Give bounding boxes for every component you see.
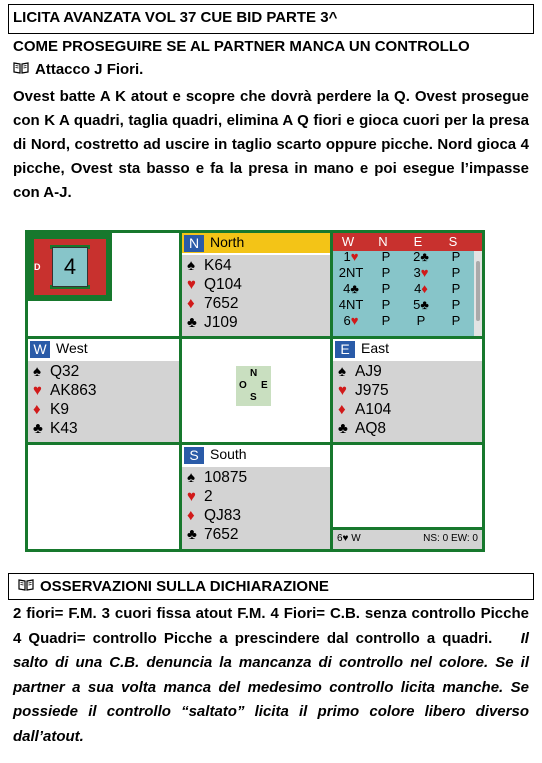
- bid-call: 4♣: [343, 281, 359, 296]
- seat-tag-north: N: [184, 235, 204, 252]
- observations-italic: Il salto di una C.B. denuncia la mancanza di controllo nel colore. Se il partner a sua volta manca del medesimo controllo licita manche. Se possiede il controllo “saltato” licita il primo colore libero diverso dall’atout.: [13, 629, 529, 745]
- page-title: LICITA AVANZATA VOL 37 CUE BID PARTE 3^: [13, 9, 338, 26]
- bid-call: P: [451, 265, 461, 280]
- bidding-header: W N E S: [333, 233, 482, 251]
- north-hearts: ♥ Q104: [187, 276, 242, 293]
- seat-tag-south: S: [184, 447, 204, 464]
- heart-icon: ♥: [33, 382, 42, 399]
- bidding-box: [333, 233, 482, 336]
- south-hand: [182, 445, 330, 549]
- club-icon: ♣: [338, 420, 348, 437]
- seat-name-east: East: [361, 340, 390, 356]
- empty-cell: [28, 445, 179, 549]
- bid-call: 5♣: [413, 297, 429, 312]
- bid-call: P: [381, 297, 391, 312]
- score: NS: 0 EW: 0: [423, 533, 478, 544]
- spade-icon: ♠: [187, 469, 195, 486]
- book-icon: [18, 578, 34, 595]
- empty-cell: [333, 445, 482, 527]
- opening-lead-text: Attacco J Fiori.: [35, 61, 144, 78]
- heart-icon: ♥: [187, 276, 196, 293]
- bidding-scrollbar[interactable]: [474, 251, 482, 336]
- opening-lead: [13, 61, 143, 78]
- bid-call: 4♦: [414, 281, 428, 296]
- observations-text: [13, 602, 529, 749]
- south-clubs: ♣ 7652: [187, 526, 239, 543]
- bidding-sequence: [333, 251, 474, 336]
- west-hearts: ♥ AK863: [33, 382, 97, 399]
- bid-call: P: [451, 281, 461, 296]
- heart-icon: ♥: [187, 488, 196, 505]
- bid-call: P: [451, 313, 461, 328]
- bid-call: P: [381, 251, 391, 264]
- bridge-board: [25, 230, 485, 552]
- play-description: Ovest batte A K atout e scopre che dovrà perdere la Q. Ovest prosegue con K A quadri, taglia quadri, elimina A Q fiori e gioca cuori per la presa di Nord, costretto ad uscire in taglio scarto oppure picche. Nord gioca 4 picche, Ovest sta basso e fa la presa in mano e poi esegue l’impasse con A-J.: [13, 88, 529, 201]
- bid-call: 1♥: [343, 251, 359, 264]
- heart-icon: ♥: [338, 382, 347, 399]
- bid-call: 3♥: [413, 265, 429, 280]
- bid-call: P: [416, 313, 426, 328]
- east-clubs: ♣ AQ8: [338, 420, 387, 437]
- bid-call: P: [381, 281, 391, 296]
- seat-name-south: South: [210, 446, 247, 462]
- club-icon: ♣: [187, 314, 197, 331]
- club-icon: ♣: [33, 420, 43, 437]
- bid-call: P: [381, 265, 391, 280]
- dealer-label: D: [34, 262, 41, 272]
- south-spades: ♠ 10875: [187, 469, 248, 486]
- diamond-icon: ♦: [338, 401, 346, 418]
- diamond-icon: ♦: [187, 507, 195, 524]
- table-center: [182, 339, 330, 442]
- spade-icon: ♠: [187, 257, 195, 274]
- dealer-indicator: [28, 233, 112, 301]
- east-spades: ♠ AJ9: [338, 363, 382, 380]
- bid-call: 2NT: [338, 265, 364, 280]
- bid-call: P: [451, 297, 461, 312]
- west-diamonds: ♦ K9: [33, 401, 69, 418]
- diamond-icon: ♦: [33, 401, 41, 418]
- seat-name-west: West: [56, 340, 88, 356]
- spade-icon: ♠: [33, 363, 41, 380]
- subtitle: COME PROSEGUIRE SE AL PARTNER MANCA UN CONTROLLO: [13, 38, 470, 55]
- observations-heading: [18, 578, 329, 595]
- north-spades: ♠ K64: [187, 257, 232, 274]
- seat-name-north: North: [210, 234, 245, 250]
- north-diamonds: ♦ 7652: [187, 295, 239, 312]
- book-icon: [13, 61, 29, 78]
- seat-tag-east: E: [335, 341, 355, 358]
- compass-icon: N O E S: [236, 366, 271, 406]
- south-diamonds: ♦ QJ83: [187, 507, 242, 524]
- board-number: 4: [63, 254, 77, 279]
- observations-title: OSSERVAZIONI SULLA DICHIARAZIONE: [40, 578, 329, 595]
- spade-icon: ♠: [338, 363, 346, 380]
- west-clubs: ♣ K43: [33, 420, 78, 437]
- bid-call: 2♣: [413, 251, 429, 264]
- diamond-icon: ♦: [187, 295, 195, 312]
- east-diamonds: ♦ A104: [338, 401, 392, 418]
- north-clubs: ♣ J109: [187, 314, 238, 331]
- north-hand: [182, 233, 330, 336]
- east-hand: [333, 339, 482, 442]
- bid-call: P: [451, 251, 461, 264]
- west-hand: [28, 339, 179, 442]
- bid-call: 4NT: [338, 297, 364, 312]
- club-icon: ♣: [187, 526, 197, 543]
- observations-plain: 2 fiori= F.M. 3 cuori fissa atout F.M. 4 Fiori= C.B. senza controllo Picche 4 Quadri= controllo Picche a prescindere dal controllo a quadri.: [13, 605, 529, 647]
- east-hearts: ♥ J975: [338, 382, 389, 399]
- south-hearts: ♥ 2: [187, 488, 213, 505]
- bid-call: P: [381, 313, 391, 328]
- status-bar: [333, 530, 482, 549]
- seat-tag-west: W: [30, 341, 50, 358]
- dealer-cell: [28, 233, 179, 336]
- contract: 6♥ W: [337, 533, 361, 544]
- bid-call: 6♥: [343, 313, 359, 328]
- west-spades: ♠ Q32: [33, 363, 80, 380]
